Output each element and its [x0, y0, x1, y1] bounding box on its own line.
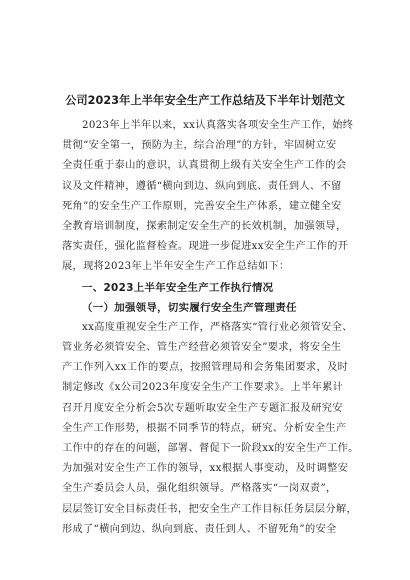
body-line: 产工作列入xx工作的要点，按照管理局和会务集团要求，及时 [62, 362, 349, 374]
section-heading: 一、2023上半年安全生产工作执行情况 [82, 281, 274, 294]
body-line: 落实责任，强化监督检查。现进一步促进xx安全生产工作的开 [62, 241, 349, 253]
body-line: 全教育培训制度，探索制定安全生产的长效机制，加强领导， [62, 220, 347, 232]
body-line: 贯彻“安全第一，预防为主，综合治理”的方针，牢固树立安 [62, 140, 337, 152]
body-line: 层层签订安全目标责任书，把安全生产工作目标任务层层分解， [62, 503, 358, 515]
body-line: 议及文件精神，遵循“横向到边、纵向到底、责任到人、不留 [62, 180, 342, 192]
body-line: 展，现将2023年上半年安全生产工作总结如下： [62, 261, 290, 273]
body-line: 形成了“横向到边、纵向到底、责任到人、不留死角”的安全 [62, 523, 337, 535]
body-line: 制定修改《x公司2023年度安全生产工作要求》。上半年累计 [62, 382, 344, 394]
body-line: 工作中的存在的问题，部署、督促下一阶段xx的安全生产工作。 [62, 443, 359, 454]
body-line: 2023年上半年以来，xx认真落实各项安全生产工作，始终 [82, 120, 354, 131]
body-line: 全生产委员会人员，强化组织领导。严格落实“一岗双责”， [62, 483, 337, 495]
body-line: 管业务必须管安全、管生产经营必须管安全”要求，将安全生 [62, 342, 342, 354]
document-body [62, 116, 362, 540]
body-line: 死角”的安全生产工作原则，完善安全生产体系，建立健全安 [62, 200, 342, 212]
section-heading: （一）加强领导，切实履行安全生产管理责任 [82, 301, 297, 314]
body-line: xx高度重视安全生产工作，严格落实“管行业必须管安全、 [82, 321, 353, 333]
document-title: 公司2023年上半年安全生产工作总结及下半年计划范文 [65, 94, 345, 107]
body-line: 为加强对安全生产工作的领导，xx根据人事变动，及时调整安 [62, 463, 349, 475]
body-line: 全生产工作形势，根据不同季节的特点，研究、分析安全生产 [62, 422, 347, 434]
body-line: 全责任重于泰山的意识，认真贯彻上级有关安全生产工作的会 [62, 160, 347, 172]
body-line: 召开月度安全分析会5次专题听取安全生产专题汇报及研究安 [62, 402, 343, 414]
